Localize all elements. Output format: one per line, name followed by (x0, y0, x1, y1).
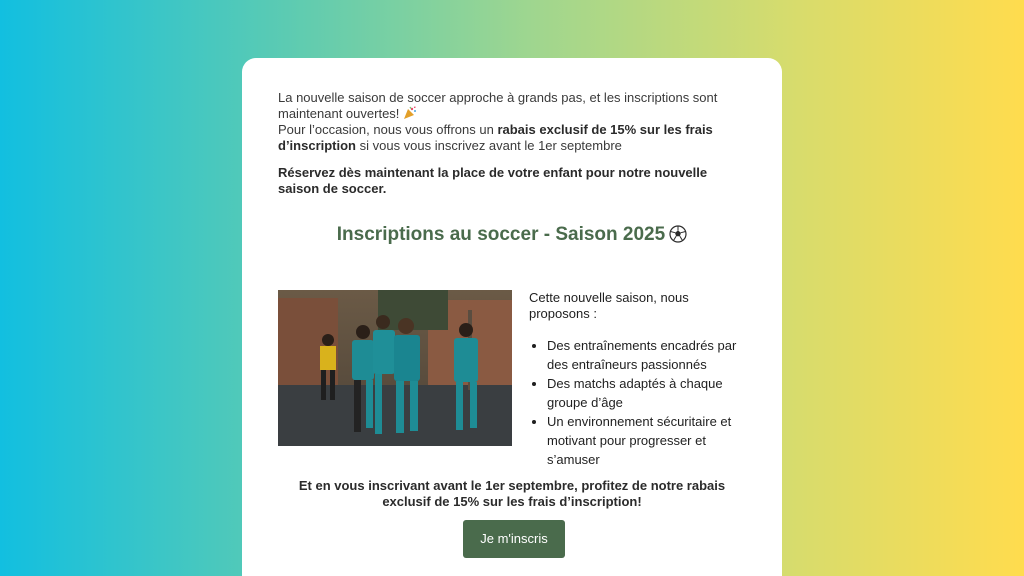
email-card (242, 58, 782, 576)
discount-highlight: rabais exclusif de 15% sur les frais d’inscription (278, 122, 713, 153)
reserve-callout: Réservez dès maintenant la place de votre enfant pour notre nouvelle saison de soccer. (278, 165, 708, 196)
list-item: • Des matchs adaptés à chaque groupe d’âge (547, 374, 749, 412)
closing-text: Et en vous inscrivant avant le 1er septembre, profitez de notre rabais exclusif de 15% sur les frais d’inscription! (298, 478, 726, 509)
intro-line-2-pre: Pour l’occasion, nous vous offrons un (278, 122, 498, 137)
intro-text (278, 90, 748, 154)
offer-section (529, 290, 749, 469)
offer-lead: Cette nouvelle saison, nous proposons : (529, 290, 689, 321)
register-button[interactable]: Je m'inscris (463, 520, 565, 558)
page-title (242, 224, 782, 246)
soccer-ball-icon (669, 225, 687, 243)
list-item: • Des entraînements encadrés par des entraîneurs passionnés (547, 336, 749, 374)
offer-list (529, 336, 749, 469)
list-item: • Un environnement sécuritaire et motivant pour progresser et s’amuser (547, 412, 749, 469)
headline-text: Inscriptions au soccer - Saison 2025 (336, 224, 666, 245)
intro-line-1: La nouvelle saison de soccer approche à grands pas, et les inscriptions sont maintenant ouvertes! (278, 90, 718, 121)
party-popper-icon (403, 106, 417, 121)
intro-line-2-post: si vous vous inscrivez avant le 1er septembre (356, 138, 622, 153)
team-photo (278, 290, 512, 446)
